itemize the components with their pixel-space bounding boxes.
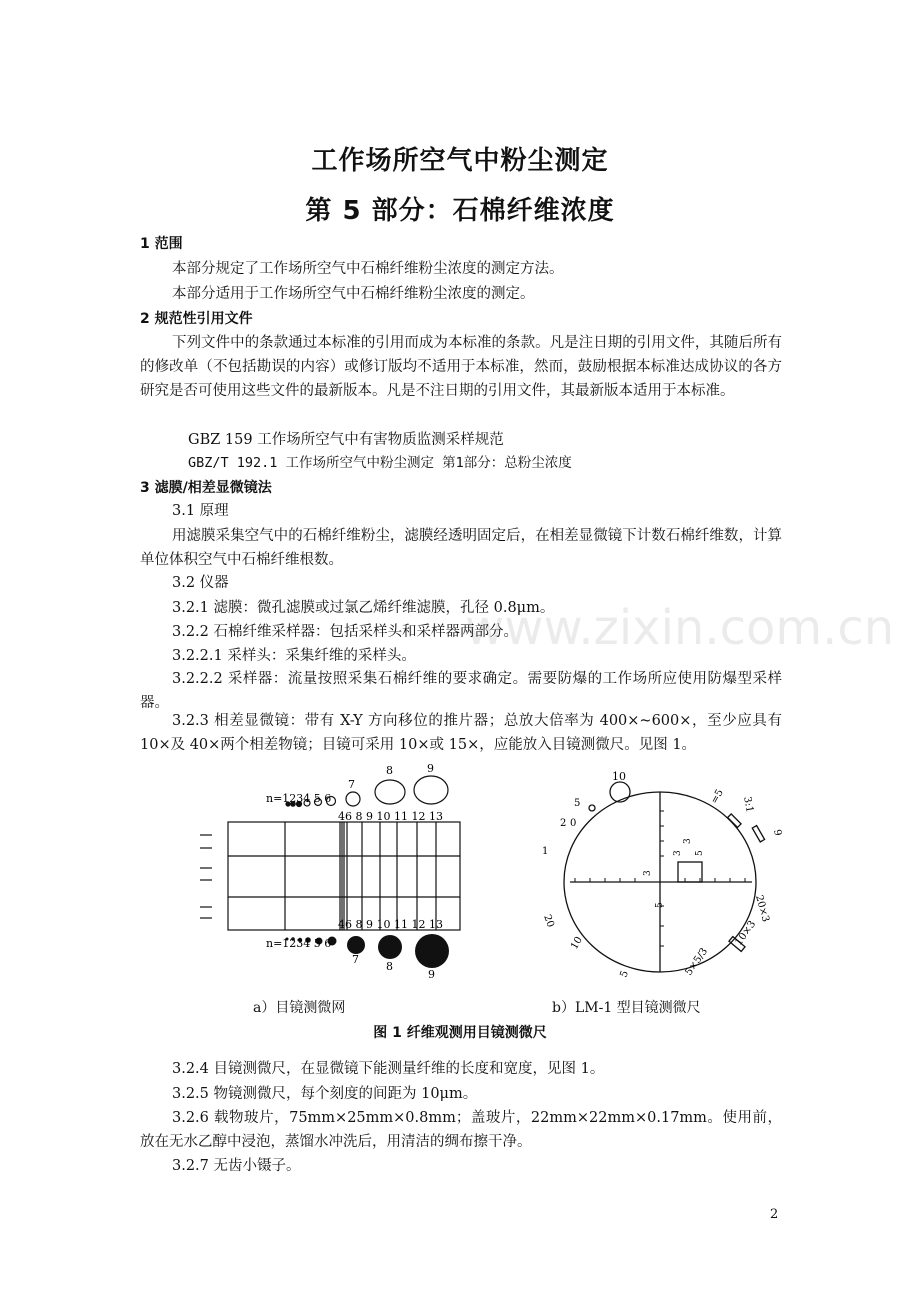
figure-1-caption: 图 1 纤维观测用目镜测微尺: [373, 1025, 547, 1041]
section-3-heading: 3 滤膜/相差显微镜法: [140, 480, 272, 496]
n-label-top: n=1234 5 6: [266, 792, 332, 805]
figure-b-caption: b）LM-1 型目镜测微尺: [552, 1000, 701, 1016]
label-10: 10: [612, 770, 626, 783]
inner-label-3a: 3: [673, 850, 683, 856]
section-1-para-1: 本部分规定了工作场所空气中石棉纤维粉尘浓度的测定方法。: [172, 261, 564, 277]
label-5x5-3: 5×5/3: [683, 946, 711, 978]
page-number: 2: [770, 1207, 779, 1222]
section-3-2-2-1: 3.2.2.1 采样头：采集纤维的采样头。: [172, 648, 416, 664]
number-9-top: 9: [427, 762, 434, 775]
section-3-2-7: 3.2.7 无齿小镊子。: [172, 1158, 301, 1174]
reference-1: GBZ 159 工作场所空气中有害物质监测采样规范: [188, 432, 504, 448]
section-3-1-heading: 3.1 原理: [172, 503, 229, 519]
section-3-2-1: 3.2.1 滤膜：微孔滤膜或过氯乙烯纤维滤膜，孔径 0.8μm。: [172, 600, 555, 616]
number-8-top: 8: [386, 764, 393, 777]
figure-a-caption: a）目镜测微网: [253, 1000, 346, 1016]
label-0: 0: [570, 818, 577, 829]
section-3-2-3: 3.2.3 相差显微镜：带有 X-Y 方向移位的推片器；总放大倍率为 400×~600×，至少应具有 10×及 40×两个相差物镜；目镜可采用 10×或 15×，应能放入目镜测微尺。见图 1。: [140, 713, 782, 753]
number-8-bottom: 8: [386, 960, 393, 973]
section-3-2-2-2: 3.2.2.2 采样器：流量按照采集石棉纤维的要求确定。需要防爆的工作场所应使用防爆型采样器。: [140, 671, 782, 711]
section-3-2-heading: 3.2 仪器: [172, 575, 229, 591]
label-3to1: 3:1: [741, 795, 755, 814]
section-1-heading: 1 范围: [140, 236, 183, 252]
section-1-para-2: 本部分适用于工作场所空气中石棉纤维粉尘浓度的测定。: [172, 286, 535, 302]
section-3-2-4: 3.2.4 目镜测微尺，在显微镜下能测量纤维的长度和宽度，见图 1。: [172, 1061, 605, 1077]
label-eq5: =5: [709, 787, 726, 806]
document-title: 工作场所空气中粉尘测定: [311, 146, 609, 176]
reference-2: GBZ/T 192.1 工作场所空气中粉尘测定 第1部分：总粉尘浓度: [188, 455, 572, 471]
label-20-left: 20: [541, 913, 556, 929]
section-3-2-2: 3.2.2 石棉纤维采样器：包括采样头和采样器两部分。: [172, 624, 519, 640]
number-9-bottom: 9: [428, 968, 435, 981]
column-labels-top: 46 8 9 10 11 12 13: [338, 810, 443, 823]
number-7-top: 7: [348, 778, 355, 791]
section-2-heading: 2 规范性引用文件: [140, 311, 253, 327]
figure-a-eyepiece-graticule: [190, 758, 470, 983]
watermark: www.zixin.com.cn: [465, 600, 895, 656]
section-2-para: 下列文件中的条款通过本标准的引用而成为本标准的条款。凡是注日期的引用文件，其随后所有的修改单（不包括勘误的内容）或修订版均不适用于本标准，然而，鼓励根据本标准达成协议的各方研究是否可使用这些文件的最新版本。凡是不注日期的引用文件，其最新版本适用于本标准。: [140, 335, 782, 399]
label-5: 5: [574, 798, 581, 809]
inner-label-3c: 3: [643, 870, 653, 876]
section-3-1-para: 用滤膜采集空气中的石棉纤维粉尘，滤膜经透明固定后，在相差显微镜下计数石棉纤维数，计算单位体积空气中石棉纤维根数。: [140, 528, 782, 568]
section-3-2-5: 3.2.5 物镜测微尺，每个刻度的间距为 10μm。: [172, 1086, 478, 1102]
column-labels-bottom: 46 8 9 10 11 12 13: [338, 918, 443, 931]
inner-label-5b: 5: [655, 902, 665, 908]
inner-label-3b: 3: [683, 838, 693, 844]
figure-b-lm1-micrometer: [530, 766, 790, 986]
label-10x3: 10×3: [733, 918, 759, 948]
label-2: 2: [560, 818, 567, 829]
label-10-bottom: 10: [569, 934, 585, 952]
document-subtitle: 第 5 部分：石棉纤维浓度: [305, 196, 615, 226]
label-1: 1: [542, 846, 549, 857]
section-3-2-6: 3.2.6 载物玻片，75mm×25mm×0.8mm；盖玻片，22mm×22mm×0.17mm。使用前，放在无水乙醇中浸泡，蒸馏水冲洗后，用清洁的绸布擦干净。: [140, 1110, 782, 1150]
inner-label-5a: 5: [695, 850, 705, 856]
n-label-bottom: n=1234 5 6: [266, 937, 332, 950]
label-9: 9: [771, 828, 783, 837]
label-20x3: 20×3: [753, 893, 771, 924]
label-5-bottom: 5: [618, 969, 631, 980]
number-7-bottom: 7: [352, 953, 359, 966]
